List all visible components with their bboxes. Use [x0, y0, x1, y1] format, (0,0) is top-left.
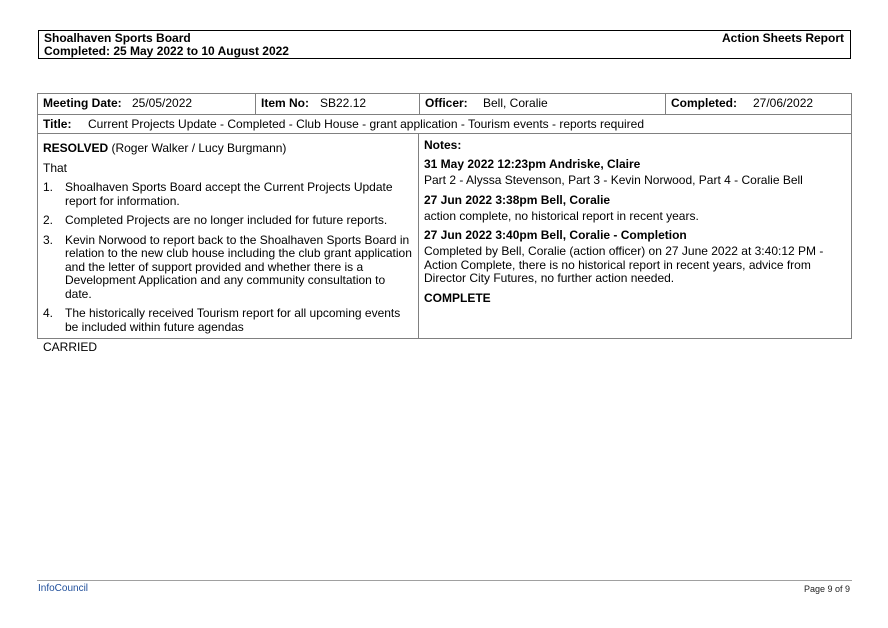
note-text: action complete, no historical report in recent years.: [424, 208, 699, 223]
resolution-column: [38, 134, 419, 354]
footer-divider: [37, 580, 852, 581]
title-label: Title:: [43, 117, 72, 131]
note-heading: 31 May 2022 12:23pm Andriske, Claire: [424, 157, 641, 171]
resolution-item: [43, 307, 413, 334]
resolution-item: [43, 234, 413, 302]
item-no-label: Item No:: [261, 96, 309, 110]
officer-value: Bell, Coralie: [483, 96, 548, 110]
note-text: Part 2 - Alyssa Stevenson, Part 3 - Kevin Norwood, Part 4 - Coralie Bell: [424, 173, 803, 187]
meeting-date-cell: [38, 94, 255, 114]
resolution-item-text: Completed Projects are no longer included for future reports.: [65, 213, 388, 227]
notes-label: Notes:: [424, 138, 462, 152]
resolution-item-text: Shoalhaven Sports Board accept the Current Projects Update report for information.: [65, 180, 393, 208]
board-name: Shoalhaven Sports Board: [44, 31, 191, 45]
page-number: Page 9 of 9: [803, 584, 850, 594]
completed-label: Completed:: [671, 96, 737, 110]
date-range: Completed: 25 May 2022 to 10 August 2022: [44, 44, 289, 58]
resolved-word: RESOLVED: [43, 141, 109, 155]
completed-value: 27/06/2022: [753, 96, 814, 110]
resolution-movers: (Roger Walker / Lucy Burgmann): [111, 141, 287, 155]
resolution-item: [43, 181, 413, 208]
note-final-status: COMPLETE: [424, 290, 491, 305]
report-header: [38, 30, 851, 59]
footer-brand: InfoCouncil: [38, 583, 89, 594]
action-sheet-table: [37, 93, 852, 354]
resolved-line: [43, 141, 413, 155]
completed-cell: [665, 94, 851, 114]
resolution-item-number: 4.: [43, 306, 54, 320]
carried-status: CARRIED: [43, 340, 98, 354]
title-value: Current Projects Update - Completed - Club House - grant application - Tourism events - reports required: [88, 117, 645, 131]
officer-label: Officer:: [425, 96, 468, 110]
item-no-value: SB22.12: [320, 96, 367, 110]
meeting-date-label: Meeting Date:: [43, 96, 122, 110]
item-no-cell: [255, 94, 419, 114]
resolution-item: [43, 214, 413, 228]
note-heading: 27 Jun 2022 3:38pm Bell, Coralie: [424, 192, 611, 207]
resolution-item-text: Kevin Norwood to report back to the Shoalhaven Sports Board in relation to the new club house including the club grant application and the letter of support provided and whether there is a Development Application and any community consultation to date.: [65, 232, 412, 301]
report-title: Action Sheets Report: [721, 31, 844, 45]
resolution-item-text: The historically received Tourism report for all upcoming events be included within future agendas: [65, 306, 401, 334]
that-line: That: [43, 161, 68, 175]
meta-row: [38, 94, 851, 115]
resolution-item-number: 2.: [43, 213, 54, 227]
note-text: Completed by Bell, Coralie (action officer) on 27 June 2022 at 3:40:12 PM - Action Complete, there is no historical report in recent years, advice from Director City Futures, no further action needed.: [424, 244, 824, 285]
note-heading: 27 Jun 2022 3:40pm Bell, Coralie - Completion: [424, 228, 687, 242]
notes-column: [419, 134, 851, 338]
resolution-item-number: 3.: [43, 232, 54, 247]
title-row: [38, 115, 851, 134]
resolution-item-number: 1.: [43, 180, 54, 194]
meeting-date-value: 25/05/2022: [132, 96, 193, 110]
officer-cell: [419, 94, 665, 114]
